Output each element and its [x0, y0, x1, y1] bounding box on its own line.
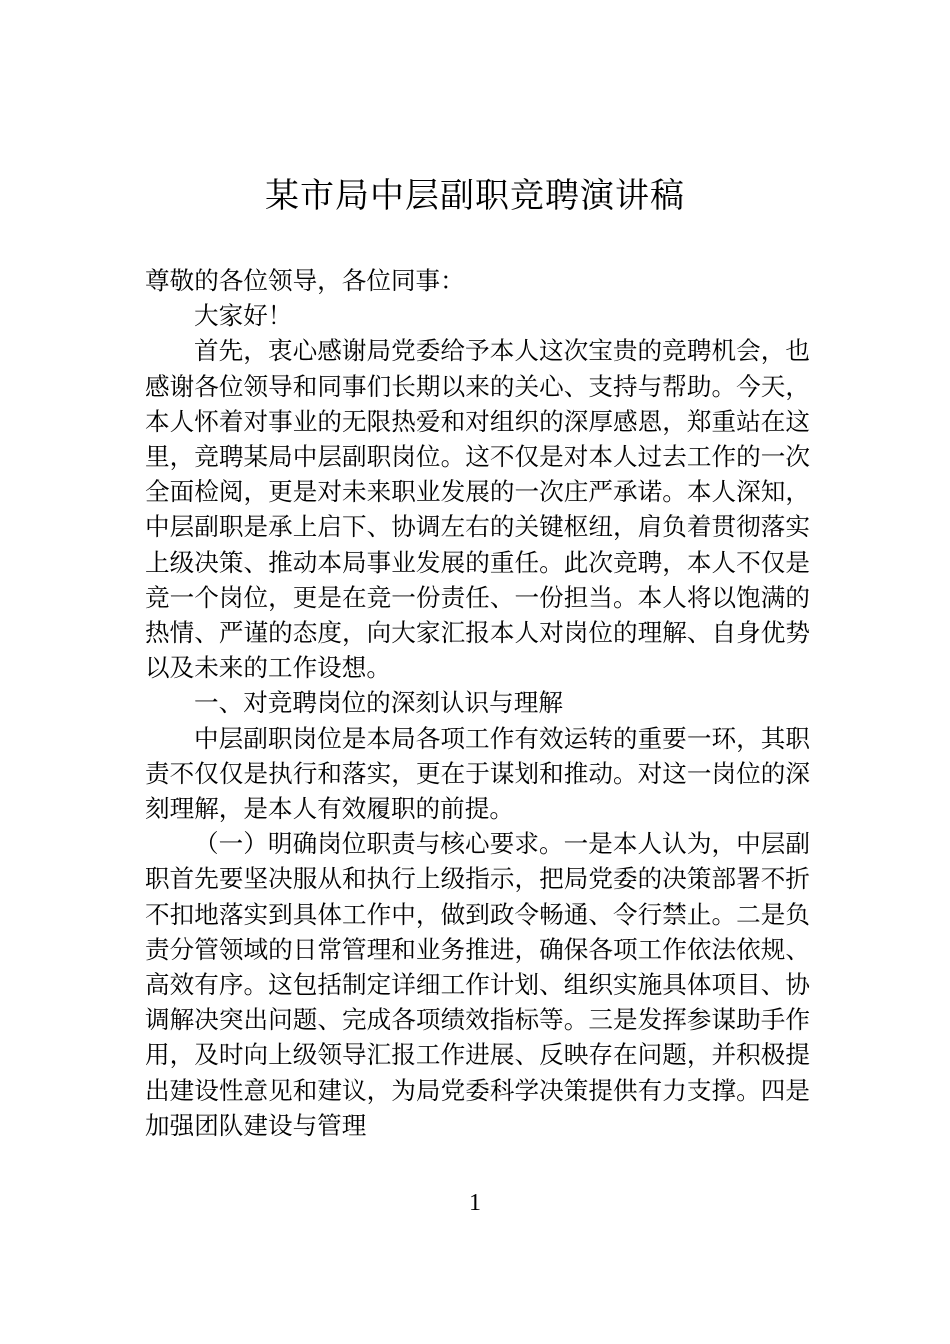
page-number: 1: [469, 1190, 481, 1216]
intro-paragraph: 首先，衷心感谢局党委给予本人这次宝贵的竞聘机会，也感谢各位领导和同事们长期以来的关心、支持与帮助。今天，本人怀着对事业的无限热爱和对组织的深厚感恩，郑重站在这里，竞聘某局中层副职岗位。这不仅是对本人过去工作的一次全面检阅，更是对未来职业发展的一次庄严承诺。本人深知，中层副职是承上启下、协调左右的关键枢纽，肩负着贯彻落实上级决策、推动本局事业发展的重任。此次竞聘，本人不仅是竞一个岗位，更是在竞一份责任、一份担当。本人将以饱满的热情、严谨的态度，向大家汇报本人对岗位的理解、自身优势以及未来的工作设想。: [145, 336, 810, 683]
document-body: [145, 263, 810, 1143]
section-heading: 一、对竞聘岗位的深刻认识与理解: [194, 688, 563, 718]
greeting-paragraph: 大家好！: [194, 301, 293, 331]
document-title: 某市局中层副职竞聘演讲稿: [265, 176, 685, 216]
salutation: 尊敬的各位领导，各位同事：: [145, 266, 465, 295]
section-intro-paragraph: 中层副职岗位是本局各项工作有效运转的重要一环，其职责不仅仅是执行和落实，更在于谋划和推动。对这一岗位的深刻理解，是本人有效履职的前提。: [145, 723, 810, 824]
subsection-paragraph: （一）明确岗位职责与核心要求。一是本人认为，中层副职首先要坚决服从和执行上级指示，把局党委的决策部署不折不扣地落实到具体工作中，做到政令畅通、令行禁止。二是负责分管领域的日常管理和业务推进，确保各项工作依法依规、高效有序。这包括制定详细工作计划、组织实施具体项目、协调解决突出问题、完成各项绩效指标等。三是发挥参谋助手作用，及时向上级领导汇报工作进展、反映存在问题，并积极提出建设性意见和建议，为局党委科学决策提供有力支撑。四是加强团队建设与管理: [145, 829, 810, 1140]
